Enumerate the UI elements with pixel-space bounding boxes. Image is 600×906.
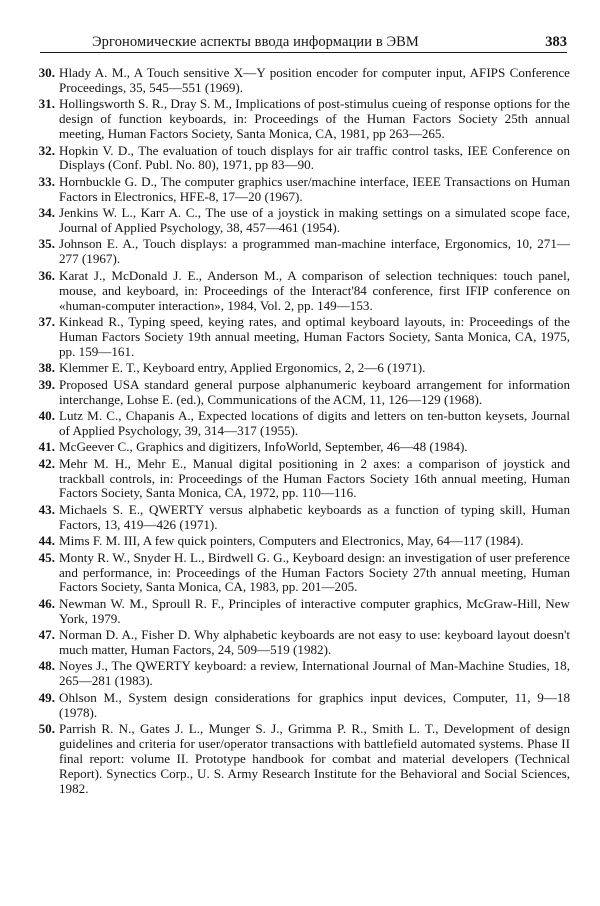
reference-number: 31. — [38, 96, 55, 112]
reference-item — [40, 659, 570, 689]
reference-number: 32. — [38, 142, 55, 158]
reference-text: Mehr M. H., Mehr E., Manual digital positioning in 2 axes: a comparison of joystick and trackball controls, in: Proceedings of the Human Factors Society 16th annual meeting, Human Factors Society, Santa Monica, CA, 1972, pp. 110—116. — [59, 455, 570, 501]
reference-number: 37. — [38, 314, 55, 329]
reference-number: 38. — [38, 360, 55, 376]
reference-item — [40, 722, 570, 797]
reference-text: Monty R. W., Snyder H. L., Birdwell G. G., Keyboard design: an investigation of user preference and performance, in: Proceedings of the Human Factors Society 27th annual meeting, Human Factors Society, Santa Monica, CA, 1983, pp. 201—205. — [59, 549, 570, 595]
reference-number: 41. — [38, 439, 55, 455]
reference-text: Jenkins W. L., Karr A. C., The use of a joystick in making settings on a simulated scope face, Journal of Applied Psychology, 38, 457—461 (1954). — [59, 205, 570, 236]
reference-list — [40, 66, 570, 798]
reference-item — [40, 378, 570, 408]
reference-text: Hopkin V. D., The evaluation of touch displays for air traffic control tasks, IEE Conference on Displays (Conf. Publ. No. 80), 1971, pp 83—90. — [59, 142, 570, 173]
reference-number: 46. — [38, 595, 55, 611]
reference-item — [40, 269, 570, 314]
reference-text: Karat J., McDonald J. E., Anderson M., A comparison of selection techniques: touch panel, mouse, and keyboard, in: Proceedings of the Interact'84 conference, first IFIP conference on «human-computer interaction», 1984, Vol. 2, pp. 149—153. — [59, 267, 570, 313]
reference-text: Parrish R. N., Gates J. L., Munger S. J., Grimma P. R., Smith L. T., Development of design guidelines and criteria for user/operator transactions with battlefield automated systems. Phase II final report: volume II. Prototype handbook for combat and material developers (Technical Report). Synectics Corp., U. S. Army Research Institute for the Behavioral and Social Sciences, 1982. — [59, 721, 570, 796]
reference-item — [40, 66, 570, 96]
reference-item — [40, 206, 570, 236]
reference-item — [40, 144, 570, 174]
reference-text: Kinkead R., Typing speed, keying rates, and optimal keyboard layouts, in: Proceedings of the Human Factors Society 19th annual meeting, Human Factors Society, Santa Monica, CA, 1975, pp. 159—161. — [59, 314, 570, 359]
reference-number: 47. — [38, 627, 55, 643]
reference-item — [40, 551, 570, 596]
reference-text: McGeever C., Graphics and digitizers, InfoWorld, September, 46—48 (1984). — [59, 439, 468, 455]
reference-text: Newman W. M., Sproull R. F., Principles of interactive computer graphics, McGraw-Hill, New York, 1979. — [59, 595, 570, 626]
reference-text: Johnson E. A., Touch displays: a programmed man-machine interface, Ergonomics, 10, 271—277 (1967). — [59, 236, 570, 267]
reference-text: Hollingsworth S. R., Dray S. M., Implications of post-stimulus cueing of response options for the design of function keyboards, in: Proceedings of the Human Factors Society 25th annual meeting, Human Factors Society, Santa Monica, CA, 1981, pp 263—265. — [59, 96, 570, 142]
reference-text: Proposed USA standard general purpose alphanumeric keyboard arrangement for information interchange, Lohse E. (ed.), Communications of the ACM, 11, 126—129 (1968). — [59, 376, 570, 407]
reference-number: 30. — [38, 65, 55, 80]
reference-number: 44. — [38, 533, 55, 549]
reference-number: 45. — [38, 549, 55, 565]
reference-number: 49. — [38, 689, 55, 705]
reference-number: 50. — [38, 721, 55, 737]
reference-item — [40, 315, 570, 360]
reference-text: Michaels S. E., QWERTY versus alphabetic keyboards as a function of typing skill, Human Factors, 13, 419—426 (1971). — [59, 501, 570, 532]
reference-text: Noyes J., The QWERTY keyboard: a review, International Journal of Man-Machine Studies, 18, 265—281 (1983). — [59, 658, 570, 689]
reference-number: 34. — [38, 205, 55, 221]
reference-number: 43. — [38, 501, 55, 517]
reference-number: 42. — [38, 455, 55, 471]
reference-text: Hornbuckle G. D., The computer graphics user/machine interface, IEEE Transactions on Human Factors in Electronics, HFE-8, 17—20 (1967). — [59, 173, 570, 204]
reference-text: Ohlson M., System design considerations for graphics input devices, Computer, 11, 9—18 (1978). — [59, 689, 570, 720]
reference-item — [40, 534, 570, 549]
reference-text: Mims F. M. III, A few quick pointers, Computers and Electronics, May, 64—117 (1984). — [59, 533, 524, 549]
reference-number: 48. — [38, 658, 55, 674]
reference-item — [40, 409, 570, 439]
reference-item — [40, 361, 570, 376]
reference-text: Lutz M. C., Chapanis A., Expected locations of digits and letters on ten-button keysets, Journal of Applied Psychology, 39, 314—317 (1955). — [59, 407, 570, 438]
reference-item — [40, 97, 570, 142]
reference-item — [40, 503, 570, 533]
reference-item — [40, 237, 570, 267]
running-title: Эргономические аспекты ввода информации в ЭВМ — [92, 34, 419, 50]
reference-number: 35. — [38, 236, 55, 252]
reference-number: 40. — [38, 407, 55, 423]
reference-item — [40, 628, 570, 658]
reference-number: 36. — [38, 267, 55, 283]
reference-number: 33. — [38, 173, 55, 189]
reference-item — [40, 175, 570, 205]
reference-text: Hlady A. M., A Touch sensitive X—Y position encoder for computer input, AFIPS Conference Proceedings, 35, 545—551 (1969). — [59, 65, 570, 95]
reference-text: Klemmer E. T., Keyboard entry, Applied Ergonomics, 2, 2—6 (1971). — [59, 360, 426, 376]
reference-item — [40, 597, 570, 627]
running-header — [40, 34, 567, 53]
reference-number: 39. — [38, 376, 55, 392]
page-number: 383 — [545, 34, 567, 50]
reference-item — [40, 457, 570, 502]
reference-text: Norman D. A., Fisher D. Why alphabetic keyboards are not easy to use: keyboard layout doesn't much matter, Human Factors, 24, 509—519 (1982). — [59, 627, 570, 658]
reference-item — [40, 691, 570, 721]
reference-item — [40, 440, 570, 455]
